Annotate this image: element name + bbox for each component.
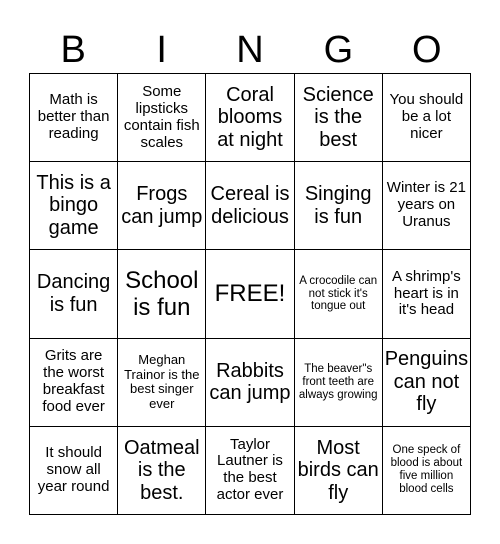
- cell-text: Dancing is fun: [36, 271, 111, 316]
- cell-text: One speck of blood is about five million blood cells: [390, 444, 463, 496]
- cell-text: Oatmeal is the best.: [123, 436, 200, 504]
- cell-text: Cereal is delicious: [210, 183, 290, 228]
- bingo-cell[interactable]: [206, 74, 294, 162]
- bingo-cell[interactable]: [383, 162, 471, 250]
- cell-text: You should be a lot nicer: [389, 91, 464, 143]
- bingo-cell[interactable]: [118, 74, 206, 162]
- bingo-cell[interactable]: [30, 250, 118, 338]
- bingo-cell[interactable]: [118, 427, 206, 515]
- bingo-cell[interactable]: [206, 427, 294, 515]
- bingo-cell[interactable]: [206, 162, 294, 250]
- bingo-header: [29, 22, 471, 74]
- cell-text: School is fun: [125, 266, 199, 321]
- bingo-cell[interactable]: [383, 74, 471, 162]
- free-space-label: FREE!: [214, 280, 286, 308]
- bingo-cell[interactable]: [30, 74, 118, 162]
- bingo-board: [29, 73, 471, 515]
- cell-text: Science is the best: [302, 83, 374, 151]
- header-letter-n: N: [236, 29, 264, 71]
- bingo-cell[interactable]: [118, 162, 206, 250]
- cell-text: Meghan Trainor is the best singer ever: [124, 351, 200, 411]
- cell-text: Taylor Lautner is the best actor ever: [216, 435, 284, 504]
- bingo-cell[interactable]: [295, 74, 383, 162]
- cell-text: Rabbits can jump: [209, 359, 291, 405]
- cell-text: Penguins can not fly: [384, 348, 469, 416]
- bingo-cell[interactable]: [383, 339, 471, 427]
- cell-text: It should snow all year round: [37, 443, 110, 495]
- bingo-cell[interactable]: [295, 427, 383, 515]
- bingo-cell[interactable]: [383, 250, 471, 338]
- bingo-cell[interactable]: [118, 339, 206, 427]
- cell-text: Some lipsticks contain fish scales: [123, 82, 200, 151]
- cell-text: The beaver"s front teeth are always growing: [298, 362, 378, 401]
- cell-text: Grits are the worst breakfast food ever: [42, 347, 105, 416]
- bingo-cell[interactable]: [30, 339, 118, 427]
- header-letter-o: O: [412, 29, 442, 71]
- free-space-cell[interactable]: [206, 250, 294, 338]
- header-letter-g: G: [323, 29, 354, 71]
- bingo-cell[interactable]: [295, 162, 383, 250]
- bingo-cell[interactable]: [30, 162, 118, 250]
- cell-text: Singing is fun: [304, 183, 372, 228]
- cell-text: Coral blooms at night: [217, 83, 283, 151]
- bingo-cell[interactable]: [206, 339, 294, 427]
- cell-text: Winter is 21 years on Uranus: [386, 179, 466, 231]
- cell-text: A crocodile can not stick it's tongue out: [299, 274, 378, 313]
- cell-text: Frogs can jump: [121, 183, 203, 228]
- bingo-cell[interactable]: [295, 339, 383, 427]
- cell-text: Math is better than reading: [37, 91, 110, 143]
- header-letter-i: I: [156, 29, 167, 71]
- bingo-cell[interactable]: [118, 250, 206, 338]
- bingo-cell[interactable]: [383, 427, 471, 515]
- cell-text: A shrimp's heart is in it's head: [392, 267, 461, 319]
- bingo-cell[interactable]: [295, 250, 383, 338]
- cell-text: This is a bingo game: [36, 171, 111, 240]
- cell-text: Most birds can fly: [297, 436, 379, 504]
- header-letter-b: B: [60, 29, 86, 71]
- bingo-cell[interactable]: [30, 427, 118, 515]
